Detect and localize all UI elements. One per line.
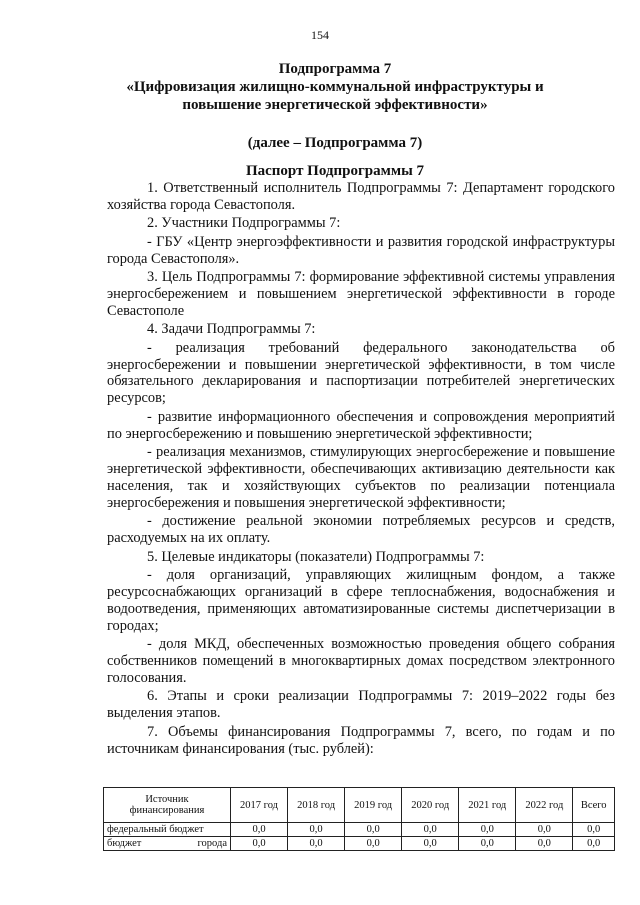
financing-table [103, 787, 615, 851]
table-cell: 0,0 [516, 837, 573, 851]
paragraph-1: 1. Ответственный исполнитель Подпрограммы 7: Департамент городского хозяйства города Севастополя. [107, 180, 615, 213]
table-cell: 0,0 [345, 823, 402, 837]
table-cell: 0,0 [288, 823, 345, 837]
header-source: Источник финансирования [104, 788, 231, 823]
table-cell: 0,0 [573, 837, 615, 851]
paragraph-5: 5. Целевые индикаторы (показатели) Подпрограммы 7: [147, 548, 485, 565]
passport-title: Паспорт Подпрограммы 7 [245, 163, 425, 179]
paragraph-6: 6. Этапы и сроки реализации Подпрограммы 7: 2019–2022 годы без выделения этапов. [107, 688, 615, 722]
table-cell: 0,0 [288, 837, 345, 851]
row-label-federal: федеральный бюджет [104, 823, 231, 837]
table-cell: 0,0 [402, 837, 459, 851]
row-label-city-part-2: города [197, 838, 227, 849]
paragraph-7: 7. Объемы финансирования Подпрограммы 7, всего, по годам и по источникам финансирования (тыс. рублей): [107, 723, 615, 757]
header-total: Всего [573, 788, 615, 823]
row-label-city-part-1: бюджет [107, 838, 142, 849]
heading-line-3: повышение энергетической эффективности» [182, 97, 488, 113]
table-cell: 0,0 [573, 823, 615, 837]
task-item-1: - реализация требований федерального законодательства об энергосбережении и повышении энергетической эффективности, в том числе обязательного декларирования и паспортизации потребителей энергетических ресурсов; [107, 339, 615, 407]
header-2019: 2019 год [345, 788, 402, 823]
heading-line-1: Подпрограмма 7 [278, 61, 392, 77]
table-cell: 0,0 [459, 823, 516, 837]
table-cell: 0,0 [345, 837, 402, 851]
task-item-2: - развитие информационного обеспечения и сопровождения мероприятий по энергосбережению и повышению энергетической эффективности; [107, 408, 615, 442]
table-cell: 0,0 [231, 823, 288, 837]
table-cell: 0,0 [459, 837, 516, 851]
table-cell: 0,0 [516, 823, 573, 837]
paragraph-3: 3. Цель Подпрограммы 7: формирование эффективной системы управления энергосбережением и повышением энергетической эффективности в городе Севастополе [107, 269, 615, 319]
task-item-3: - реализация механизмов, стимулирующих энергосбережение и повышение энергетической эффективности, обеспечивающих активизацию деятельности как населения, так и хозяйствующих субъектов по реализации потенциала энергосбережения и повышения энергетической эффективности; [107, 444, 615, 511]
task-item-4: - достижение реальной экономии потребляемых ресурсов и средств, расходуемых на их оплату. [107, 513, 615, 547]
table-row [104, 823, 615, 837]
header-2021: 2021 год [459, 788, 516, 823]
page-number: 154 [311, 28, 329, 42]
table-cell: 0,0 [402, 823, 459, 837]
paragraph-4: 4. Задачи Подпрограммы 7: [147, 321, 316, 338]
subprogram-heading [90, 60, 580, 152]
indicator-item-1: - доля организаций, управляющих жилищным фондом, а также ресурсоснабжающих организаций в сфере теплоснабжения, водоснабжения и водоотведения, применяющих автоматизированные системы диспетчеризации в городах; [107, 566, 615, 634]
table-header-row [104, 788, 615, 823]
heading-line-4: (далее – Подпрограмма 7) [247, 135, 423, 151]
header-2020: 2020 год [402, 788, 459, 823]
header-2017: 2017 год [231, 788, 288, 823]
paragraph-2: 2. Участники Подпрограммы 7: [147, 215, 341, 232]
indicator-item-2: - доля МКД, обеспеченных возможностью проведения общего собрания собственников помещений в многоквартирных домах посредством электронного голосования. [107, 636, 615, 686]
row-label-city [104, 837, 231, 851]
table-row [104, 837, 615, 851]
header-2022: 2022 год [516, 788, 573, 823]
header-2018: 2018 год [288, 788, 345, 823]
passport-body [107, 180, 615, 759]
heading-line-2: «Цифровизация жилищно-коммунальной инфраструктуры и [126, 79, 544, 95]
paragraph-participant: - ГБУ «Центр энергоэффективности и развития городской инфраструктуры города Севастополя». [107, 233, 615, 267]
table-cell: 0,0 [231, 837, 288, 851]
